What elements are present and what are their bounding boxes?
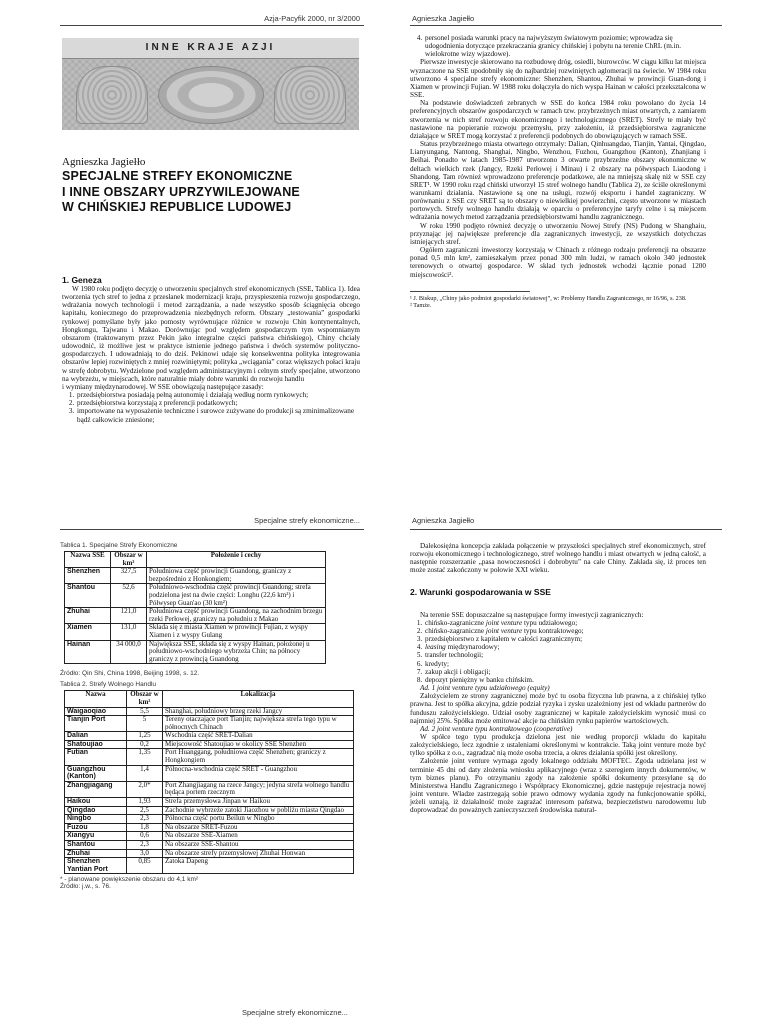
list-item: 1. przedsiębiorstwa posiadają pełną autonomię i działają według norm rynkowych; (76, 391, 360, 399)
name-cell: Shatoujiao (65, 740, 127, 749)
page-footer: Specjalne strefy ekonomiczne... (242, 1008, 348, 1017)
list-item-term: joint venture (485, 618, 523, 627)
location-cell: Strefa przemysłowa Jinpan w Haikou (163, 798, 354, 807)
paragraph: Na terenie SSE dopuszczalne są następujące formy inwestycji zagranicznych: (420, 610, 644, 619)
article-body (410, 542, 706, 815)
area-cell: 2,5 (127, 806, 163, 815)
area-cell: 2,3 (127, 815, 163, 824)
location-cell: Na obszarze SRET-Fuzou (163, 823, 354, 832)
list-item (424, 676, 706, 684)
location-cell: Wschodnia część SRET-Dalian (163, 732, 354, 741)
paragraph: W spółce tego typu produkcja dzielona jest nie według proporcji wkładu do kapitału założycielskiego, lecz zgodnie z ustaleniami określonymi w kontrakcie. Taką joint venture może być tylko spółka z o.o., zagradzać nią może osoba trzecia, a okres działania spółki jest określony. (410, 732, 706, 758)
area-cell: 2,3 (127, 841, 163, 850)
list-item-text: transfer technologii; (425, 651, 484, 660)
column-header: Obszar w km² (127, 691, 163, 707)
column-header: Nazwa (65, 691, 127, 707)
header-rule (410, 529, 722, 530)
page-header: Agnieszka Jagiełło (412, 516, 475, 525)
name-cell: Tianjin Port (65, 716, 127, 732)
area-cell: 0,2 (127, 740, 163, 749)
author-name: Agnieszka Jagiełło (62, 156, 146, 168)
column-header: Lokalizacja (163, 691, 354, 707)
table-header-row (65, 691, 354, 707)
table-row (65, 781, 354, 797)
list-item (424, 668, 706, 676)
table-row (65, 841, 354, 850)
article-title (62, 169, 300, 216)
paragraph: Założycielem ze strony zagranicznej może być tu osoba fizyczna lub prawna, a z chińskiej tylko prawna. Jest to spółka akcyjna, gdzie podział ryzyka i zysku uzależniony jest od wkładu partnerów do funduszu założycielskiego. Udział osoby zagranicznej w kapitale założycielskim wynosić musi co najmniej 25%. Spółka może emitować akcje na chińskim rynku papierów wartościowych. (410, 692, 706, 725)
header-rule (60, 25, 364, 26)
section-heading-geneza: 1. Geneza (62, 275, 102, 285)
area-cell: 1,35 (127, 749, 163, 765)
paragraph: Na podstawie doświadczeń zebranych w SSE do końca 1984 roku powołano do życia 14 preferencyjnych obszarów gospodarczych w ramach tzw. przybrzeżnych miast otwartych, z zamiarem stworzenia w nich stref rozwoju ekonomicznego i technologicznego (SRET). Strefy te miały być nastawione na popieranie rozwoju przemysłu, przy założeniu, iż przedsiębiorstwa zagraniczne działające w SRET mogą korzystać z preferencji podobnych do obowiązujących w ramach SSE. (410, 99, 706, 140)
banner-label: INNE KRAJE AZJI (145, 42, 276, 53)
name-cell: Ningbo (65, 815, 127, 824)
header-rule (60, 529, 364, 530)
page-2 (384, 0, 768, 512)
list-item-text: chińsko-zagraniczne (425, 626, 486, 635)
name-cell: Zhuhai (65, 608, 111, 624)
list-item (424, 619, 706, 627)
location-cell: Składa się z miasta Xiamen w prowincji Fujian, z wyspy Xiamen i z wyspy Gulang (147, 624, 326, 640)
section-banner-image (62, 38, 359, 130)
location-cell: Północna-wschodnia część SRET - Guangzhou (163, 765, 354, 781)
name-cell: Haikou (65, 798, 127, 807)
ornament-right (274, 66, 346, 124)
location-cell: Największa SSE, składa się z wyspy Hainan, położonej u południowo-wschodniego wybrzeża Chin; na północy graniczy z prowincją Guandong (147, 640, 326, 664)
paragraph: i wymiany międzynarodowej. W SSE obowiązują następujące zasady: (62, 382, 264, 391)
table-1-source: Źródło: Qin Shi, China 1998, Beijing 1998, s. 12. (60, 670, 200, 678)
table-2-note: * - planowane powiększenie obszaru do 4,1 km² (60, 876, 199, 884)
table-row (65, 624, 326, 640)
table-row (65, 798, 354, 807)
header-rule (410, 25, 722, 26)
location-cell: Na obszarze SSE-Xiamen (163, 832, 354, 841)
location-cell: Na obszarze strefy przemysłowej Zhuhai Honwan (163, 849, 354, 858)
paragraph: Pierwsze inwestycje skierowano na rozbudowę dróg, osiedli, biurowców. W ciągu kilku lat miejsca wyznaczone na SSE upodobniły się do najbardziej rozwiniętych aglomeracji na świecie. W 1984 roku utworzono 4 specjalne strefy ekonomiczne: Shenzhen, Shantou, Zhuhai w prowincji Guan-dong i Xiamen w prowincji Fujian. W 1988 roku dołączyła do nich wyspa Hainan w całości przekształcona w SSE. (410, 58, 706, 100)
article-body (410, 34, 706, 309)
list-item (424, 660, 706, 668)
name-cell: Futian (65, 749, 127, 765)
principles-list-continued (410, 34, 706, 58)
subheading-ad2 (410, 725, 706, 733)
location-cell: Port Huanggang, południowa część Shenzhen; graniczy z Hongkongiem (163, 749, 354, 765)
name-cell: Fuzou (65, 823, 127, 832)
area-cell: 327,5 (111, 568, 147, 584)
list-item (424, 643, 706, 651)
name-cell: Xiamen (65, 624, 111, 640)
title-line-1: SPECJALNE STREFY EKONOMICZNE (62, 169, 293, 183)
footnote: ² Tamże. (410, 301, 432, 309)
page-3 (0, 512, 384, 1024)
area-cell: 1,25 (127, 732, 163, 741)
location-cell: Miejscowość Shatoujiao w okolicy SSE Shenzhen (163, 740, 354, 749)
footnote: ¹ J. Biskup, „Chiny jako podmiot gospodarki światowej”, w: Problemy Handlu Zagranicznego, nr 16/96, s. 238. (410, 294, 687, 302)
location-cell: Tereny otaczające port Tianjin; największa strefa tego typu w północnych Chinach (163, 716, 354, 732)
list-item-text: zakup akcji i obligacji; (425, 667, 491, 676)
area-cell: 5,5 (127, 707, 163, 716)
column-header: Położenie i cechy (147, 552, 326, 568)
name-cell: Zhangjiagang (65, 781, 127, 797)
principles-list (62, 391, 360, 424)
page-header: Azja-Pacyfik 2000, nr 3/2000 (264, 14, 360, 23)
list-item: 2. przedsiębiorstwa korzystają z preferencji podatkowych; (76, 399, 360, 407)
location-cell: Zatoka Dapeng (163, 858, 354, 874)
table-row (65, 849, 354, 858)
subheading-ad1 (410, 684, 706, 692)
list-item-term: joint venture (485, 626, 523, 635)
paragraph: Status przybrzeżnego miasta otwartego otrzymały: Dalian, Qinhuangdao, Tianjin, Yantai, Qingdao, Lianyungang, Nantong, Shanghai, Ningbo, Wenzhou, Fuzhou, Guangzhou (Kanton), Zhanjiang i Beihai. Ponadto w latach 1985-1987 utworzono 3 otwarte przybrzeżne obszary ekonomiczne w deltach wielkich rzek (Jangcy, Rzeki Perłowej i Minau) i 2 obszary na półwyspach Liaodong i Shandong. Tam również wprowadzono preferencje podatkowe, ale na mniejszą skalę niż w SSE czy SRET¹. W 1990 roku rząd chiński utworzył 15 stref wolnego handlu (Tablica 2), ze ściśle określonymi warunkami działania. Nastawione są one na usługi, rozwój eksportu i handel zagraniczny. W porównaniu z SSE czy SRET są to obszary o niewielkiej powierzchni, często utworzone w miastach portowych. Strefy wolnego handlu działają w oparciu o preferencyjne taryfy celne i są miejscem wdrażania nowych metod zarządzania przedsiębiorstwami handlu zagranicznego. (410, 140, 706, 222)
table-row (65, 608, 326, 624)
table-header-row (65, 552, 326, 568)
list-item-text: chińsko-zagraniczne (425, 618, 486, 627)
area-cell: 0,85 (127, 858, 163, 874)
area-cell: 1,4 (127, 765, 163, 781)
location-cell: Port Zhangjiagang na rzece Jangcy; jedyna strefa wolnego handlu będąca portem rzecznym (163, 781, 354, 797)
paragraph: Dalekosiężna koncepcja zakłada połączenie w przyszłości specjalnych stref ekonomicznych, stref rozwoju ekonomicznego i technologicznego, stref wolnego handlu i miast otwartych w jedną całość, a następnie rozszerzanie „pasa nowoczesności i dobrobytu” na całe Chiny. Zakłada się, iż proces ten może zostać zakończony w połowie XXI wieku. (410, 542, 706, 575)
title-line-2: I INNE OBSZARY UPRZYWILEJOWANE (62, 184, 300, 199)
area-cell: 1,8 (127, 823, 163, 832)
name-cell: Shantou (65, 584, 111, 608)
list-item: 3. importowane na wyposażenie techniczne i surowce zużywane do produkcji są zminimalizowane bądź całkowicie zniesione; (76, 407, 360, 423)
table-row (65, 858, 354, 874)
table-row (65, 749, 354, 765)
list-item-text: przedsiębiorstwo z kapitałem w całości zagranicznym; (425, 635, 583, 644)
list-item-text: międzynarodowy; (445, 643, 500, 652)
area-cell: 52,6 (111, 584, 147, 608)
area-cell: 1,93 (127, 798, 163, 807)
location-cell: Shanghai, południowy brzeg rzeki Jangcy (163, 707, 354, 716)
paragraph: Ogółem zagraniczni inwestorzy korzystają w Chinach z różnego rodzaju preferencji na obszarze ponad 0,5 mln km², zamieszkałym przez ponad 300 mln ludzi, w ramach około 340 jednostek terenowych o otwartej gospodarce. W skład tych jednostek wchodzi łącznie ponad 1200 miejscowości². (410, 246, 706, 279)
area-cell: 0,6 (127, 832, 163, 841)
page-header: Specjalne strefy ekonomiczne... (254, 516, 360, 525)
name-cell: Waigaoqiao (65, 707, 127, 716)
list-item-term: leasing (425, 643, 446, 652)
list-item (424, 635, 706, 643)
table-1-sse (64, 551, 326, 664)
list-item-text: kredyty; (425, 659, 449, 668)
table-2-caption: Tablica 2. Strefy Wolnego Handlu (60, 681, 156, 689)
list-item-text: typu udziałowego; (522, 618, 578, 627)
article-body (62, 275, 360, 424)
area-cell: 3,0 (127, 849, 163, 858)
column-header: Obszar w km² (111, 552, 147, 568)
tables-block (60, 542, 360, 890)
location-cell: Południowo-wschodnia część prowincji Guandong; strefa podzielona jest na dwie części: Longhu (22,6 km²) i Półwysep Guan'ao (30 km²) (147, 584, 326, 608)
investment-forms-list (410, 619, 706, 684)
table-2-source: Źródło: j.w., s. 76. (60, 883, 111, 891)
page-header: Agnieszka Jagiełło (412, 14, 475, 23)
location-cell: Północna część portu Beilun w Ningbo (163, 815, 354, 824)
list-item (424, 651, 706, 659)
location-cell: Południowa część prowincji Guandong, na zachodnim brzegu rzeki Perłowej, graniczy na południu z Makao (147, 608, 326, 624)
title-line-3: W CHIŃSKIEJ REPUBLICE LUDOWEJ (62, 200, 292, 214)
ornament-left (76, 66, 148, 124)
location-cell: Południowa część prowincji Guandong, graniczy z bezpośrednio z Honkongiem; (147, 568, 326, 584)
list-item-text: depozyt pieniężny w banku chińskim. (425, 675, 534, 684)
location-cell: Na obszarze SSE-Shantou (163, 841, 354, 850)
lotus-ornament (158, 66, 264, 124)
section-heading-warunki: 2. Warunki gospodarowania w SSE (410, 586, 551, 597)
area-cell: 34 000,0 (111, 640, 147, 664)
column-header: Nazwa SSE (65, 552, 111, 568)
location-cell: Zachodnie wybrzeże zatoki Jiaozhou w pobliżu miasta Qingdao (163, 806, 354, 815)
footnote-rule (410, 291, 530, 292)
name-cell: Shenzhen (65, 568, 111, 584)
area-cell: 5 (127, 716, 163, 732)
list-item: 4. personel posiada warunki pracy na najwyższym światowym poziomie; wprowadza się udogodnienia dotyczące przekraczania granicy chińskiej i pobytu na terenie ChRL (m.in. wielokrotne wizy wjazdowe). (424, 34, 706, 58)
name-cell: Guangzhou (Kanton) (65, 765, 127, 781)
ad1-title: Ad. 1 joint venture typu udziałowego (equity) (420, 684, 550, 693)
table-row (65, 568, 326, 584)
table-row (65, 640, 326, 664)
table-row (65, 716, 354, 732)
name-cell: Xiangyu (65, 832, 127, 841)
name-cell: Shenzhen Yantian Port (65, 858, 127, 874)
name-cell: Qingdao (65, 806, 127, 815)
ad2-title: Ad. 2 joint venture typu kontraktowego (cooperative) (420, 724, 573, 733)
table-row (65, 584, 326, 608)
paragraph: W roku 1990 podjęto również decyzję o utworzeniu Nowej Strefy (NS) Pudong w Shanghaiu, przyznając jej największe preferencje dla zagranicznych inwestycji, ze wszystkich dotychczas istniejących stref. (410, 221, 706, 246)
table-1-caption: Tablica 1. Specjalne Strefy Ekonomiczne (60, 542, 178, 549)
area-cell: 131,0 (111, 624, 147, 640)
name-cell: Shantou (65, 841, 127, 850)
list-item (424, 627, 706, 635)
name-cell: Hainan (65, 640, 111, 664)
paragraph: W 1980 roku podjęto decyzję o utworzeniu specjalnych stref ekonomicznych (SSE, Tablica 1). Idea tworzenia tych stref to jedna z przesłanek modernizacji kraju, przyspieszenia rozwoju gospodarczego, wdrażania nowych technologii i metod zarządzania, a nade wszystko sposób ściągnięcia obcego kapitału, koniecznego do przeprowadzenia niezbędnych reform. Obszary „testowania” gospodarki rynkowej pomyślane były jako pomosty wyrównujące różnice w rozwoju Chin kontynentalnych, Hongkongu, Tajwanu i Makao. Dorównując pod względem gospodarczym tym wspomnianym obszarom (traktowanym przez Pekin jako integralne części państwa chińskiego), Chiny chciały udowodnić, iż możliwe jest w praktyce istnienie jednego państwa i dwóch systemów polityczno-gospodarczych. I udowadniają to do dziś. Pekinowi udaje się konsekwentna polityka integrowania obszarów lepiej rozwiniętych z mniej rozwiniętymi; polityka „wciągania” coraz większych połaci kraju w strefę dobrobytu. Wydzielone pod względem administracyjnym i celnym strefy specjalne, utworzono na wybrzeżu, w miejscach, które naturalnie miały dobre warunki do rozwoju handlu (62, 285, 360, 383)
name-cell: Dalian (65, 732, 127, 741)
page-1 (0, 0, 384, 512)
list-item-text: typu kontraktowego; (522, 626, 584, 635)
paragraph: Założenie joint venture wymaga zgody lokalnego oddziału MOFTEC. Zgoda udzielana jest w terminie 45 dni od daty złożenia wniosku aplikacyjnego (wraz z szeregiem innych dokumentów, w tym biznes planu). Po otrzymaniu zgody na założenie spółki dokumenty przesyłane są do Ministerstwa Handlu Zagranicznego i Współpracy Ekonomicznej, gdzie następuje rejestracja nowej joint venture. Władze zastrzegają sobie prawo odmowy wydania zgody na funkcjonowanie spółki, jeżeli uznają, iż działalność może zagrażać interesom państwa, bezpieczeństwu narodowemu lub doprowadzać do poważnych zanieczyszczeń środowiska natural- (410, 757, 706, 815)
name-cell: Zhuhai (65, 849, 127, 858)
table-2-free-trade-zones (64, 690, 354, 874)
area-cell: 2,0* (127, 781, 163, 797)
area-cell: 121,0 (111, 608, 147, 624)
table-row (65, 765, 354, 781)
